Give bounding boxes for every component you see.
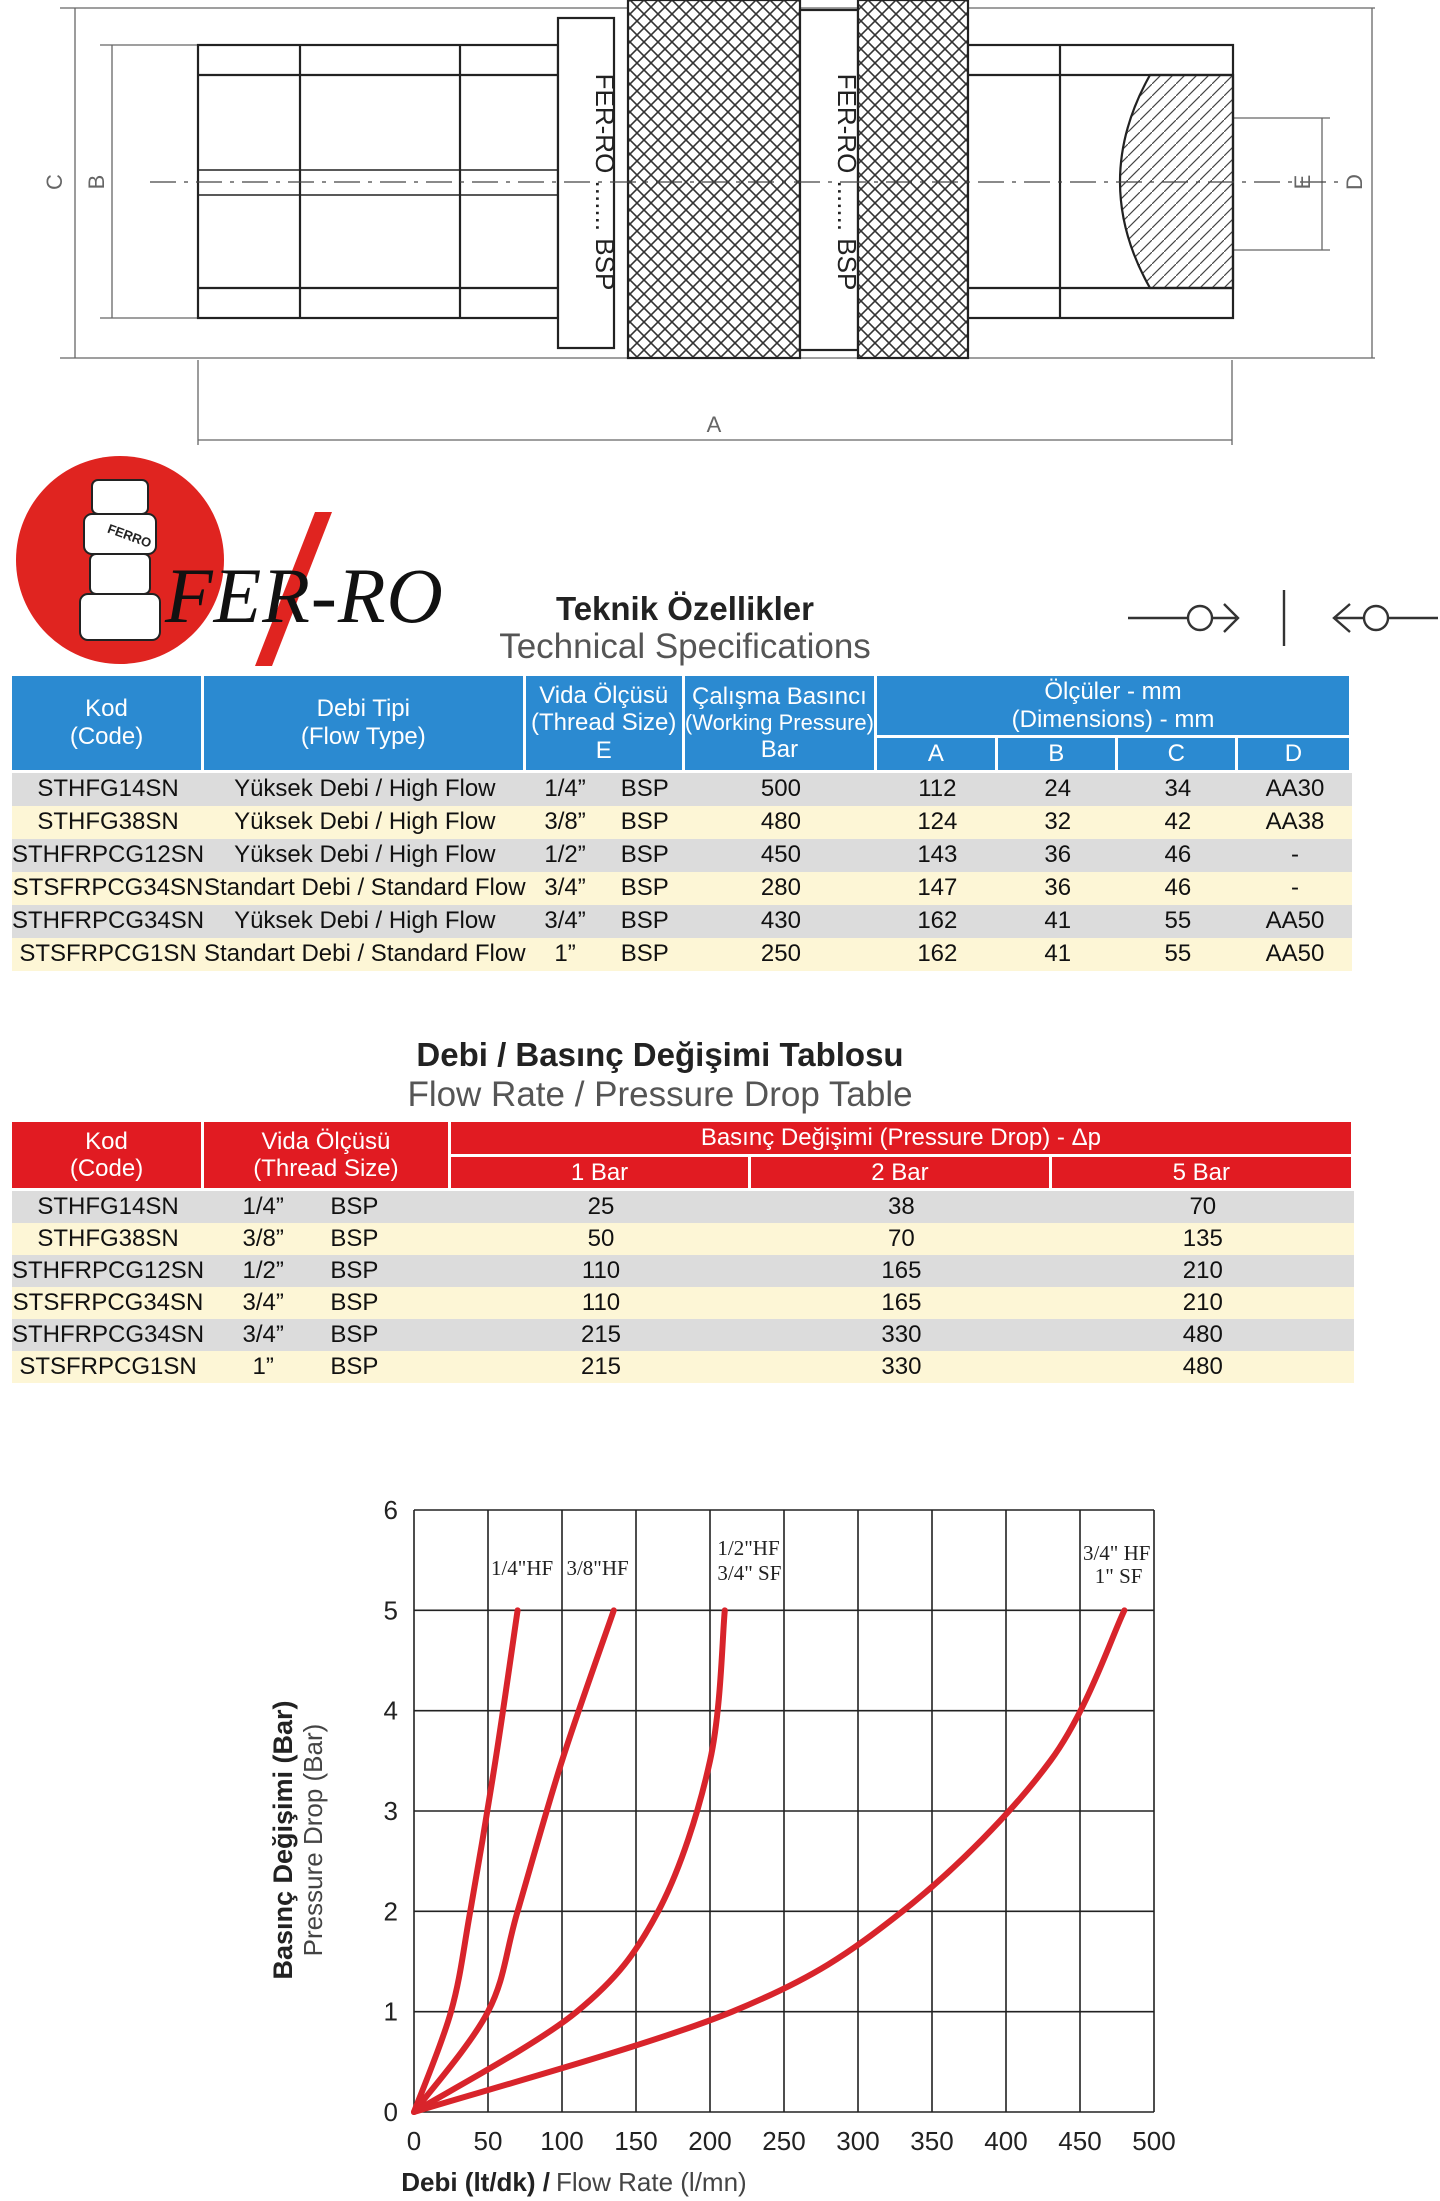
size-cell: 3/4” [526, 872, 605, 905]
bsp-cell: BSP [605, 905, 685, 938]
series-annotation: 3/4" SF [717, 1561, 782, 1586]
size-cell: 1/2” [526, 839, 605, 872]
flow-header-thread: Vida Ölçüsü (Thread Size) [204, 1122, 451, 1191]
a-cell: 147 [877, 872, 998, 905]
y-tick-label: 5 [383, 1595, 398, 1626]
pressure-cell: 450 [685, 839, 877, 872]
x-tick-label: 0 [406, 2126, 422, 2156]
flow-header-code: Kod (Code) [12, 1122, 204, 1191]
flow-header-2bar: 2 Bar [751, 1157, 1051, 1192]
bar2-cell: 70 [751, 1223, 1051, 1255]
pressure-cell: 430 [685, 905, 877, 938]
size-cell: 3/4” [526, 905, 605, 938]
series-annotation: 3/4" HF [1082, 1541, 1151, 1566]
pressure-cell: 250 [685, 938, 877, 971]
code-cell: STSFRPCG1SN [12, 938, 204, 971]
logo-badge: FERRO [105, 520, 154, 551]
bsp-cell: BSP [605, 938, 685, 971]
table-row [12, 872, 1352, 905]
table-row [12, 839, 1352, 872]
flow-title-tr: Debi / Basınç Değişimi Tablosu [416, 1036, 904, 1073]
code-cell: STHFG14SN [12, 773, 204, 806]
pressure-cell: 500 [685, 773, 877, 806]
bsp-cell: BSP [322, 1319, 450, 1351]
d-cell: - [1238, 839, 1352, 872]
flow-cell: Yüksek Debi / High Flow [204, 839, 526, 872]
bsp-cell: BSP [322, 1287, 450, 1319]
bar5-cell: 480 [1052, 1319, 1354, 1351]
x-tick-label: 250 [762, 2126, 806, 2156]
dim-b-label: B [84, 174, 109, 190]
dim-c-label: C [42, 174, 67, 190]
flow-title-en: Flow Rate / Pressure Drop Table [407, 1075, 913, 1114]
x-tick-label: 400 [984, 2126, 1028, 2156]
b-cell: 32 [998, 806, 1118, 839]
bsp-cell: BSP [605, 839, 685, 872]
b-cell: 41 [998, 938, 1118, 971]
spec-header-flow: Debi Tipi (Flow Type) [204, 676, 526, 773]
bar5-cell: 210 [1052, 1287, 1354, 1319]
table-row [12, 1319, 1354, 1351]
bar2-cell: 330 [751, 1351, 1051, 1383]
bar1-cell: 110 [451, 1287, 751, 1319]
dim-d-label: D [1342, 174, 1367, 190]
code-cell: STHFRPCG34SN [12, 1319, 204, 1351]
a-cell: 112 [877, 773, 998, 806]
spec-header-a: A [877, 738, 998, 773]
b-cell: 36 [998, 839, 1118, 872]
size-cell: 3/4” [204, 1319, 322, 1351]
chart-annotations [491, 1536, 1151, 1588]
b-cell: 36 [998, 872, 1118, 905]
bar5-cell: 70 [1052, 1191, 1354, 1223]
spec-table [12, 676, 1352, 971]
y-tick-label: 2 [383, 1896, 398, 1927]
spec-header-c: C [1118, 738, 1238, 773]
d-cell: - [1238, 872, 1352, 905]
series-line-0 [414, 1610, 518, 2112]
size-cell: 3/4” [204, 1287, 322, 1319]
chart-series [414, 1610, 1124, 2112]
c-cell: 42 [1118, 806, 1238, 839]
bar1-cell: 110 [451, 1255, 751, 1287]
bsp-cell: BSP [322, 1255, 450, 1287]
code-cell: STHFG38SN [12, 1223, 204, 1255]
code-cell: STHFG38SN [12, 806, 204, 839]
flow-header-5bar: 5 Bar [1052, 1157, 1354, 1192]
stamp-right: FER-RO ....... BSP [832, 73, 862, 291]
flow-cell: Yüksek Debi / High Flow [204, 806, 526, 839]
code-cell: STSFRPCG34SN [12, 872, 204, 905]
flow-header-1bar: 1 Bar [451, 1157, 751, 1192]
dim-e-label: E [1290, 174, 1315, 190]
flow-cell: Standart Debi / Standard Flow [204, 938, 526, 971]
x-tick-label: 500 [1132, 2126, 1176, 2156]
table-row [12, 905, 1352, 938]
table-row [12, 1223, 1354, 1255]
size-cell: 3/8” [526, 806, 605, 839]
series-line-3 [414, 1610, 1124, 2112]
spec-header-dims: Ölçüler - mm (Dimensions) - mm [877, 676, 1352, 738]
table-row [12, 1255, 1354, 1287]
bar1-cell: 25 [451, 1191, 751, 1223]
c-cell: 46 [1118, 839, 1238, 872]
bar2-cell: 38 [751, 1191, 1051, 1223]
size-cell: 1/2” [204, 1255, 322, 1287]
code-cell: STHFRPCG12SN [12, 1255, 204, 1287]
y-tick-label: 4 [383, 1695, 398, 1726]
y-tick-label: 3 [383, 1796, 398, 1826]
x-axis-label-tr: Debi (lt/dk) / [401, 2167, 550, 2197]
spec-header-thread: Vida Ölçüsü (Thread Size) E [526, 676, 685, 773]
spec-title-en: Technical Specifications [499, 627, 871, 666]
pressure-drop-chart [250, 1480, 1210, 2201]
flow-cell: Standart Debi / Standard Flow [204, 872, 526, 905]
spec-header-b: B [998, 738, 1118, 773]
size-cell: 1/4” [526, 773, 605, 806]
x-tick-label: 50 [473, 2126, 503, 2156]
c-cell: 55 [1118, 938, 1238, 971]
a-cell: 162 [877, 905, 998, 938]
spec-header-d: D [1238, 738, 1352, 773]
dim-a-label: A [706, 412, 722, 437]
b-cell: 41 [998, 905, 1118, 938]
a-cell: 162 [877, 938, 998, 971]
x-tick-label: 200 [688, 2126, 732, 2156]
flow-cell: Yüksek Debi / High Flow [204, 773, 526, 806]
coupling-symbol [1128, 588, 1438, 648]
x-axis-label-en: Flow Rate (l/mn) [556, 2167, 747, 2197]
a-cell: 124 [877, 806, 998, 839]
code-cell: STHFRPCG34SN [12, 905, 204, 938]
y-axis-label-en: Pressure Drop (Bar) [298, 1723, 328, 1957]
y-tick-label: 1 [383, 1996, 398, 2027]
flow-header-drop: Basınç Değişimi (Pressure Drop) - Δp [451, 1122, 1354, 1157]
x-tick-label: 100 [540, 2126, 584, 2156]
bsp-cell: BSP [322, 1351, 450, 1383]
pressure-cell: 280 [685, 872, 877, 905]
y-tick-label: 0 [383, 2097, 398, 2127]
c-cell: 46 [1118, 872, 1238, 905]
flow-table [12, 1122, 1354, 1383]
series-annotation: 1/2"HF [717, 1536, 780, 1561]
d-cell: AA38 [1238, 806, 1352, 839]
bsp-cell: BSP [605, 806, 685, 839]
series-annotation: 3/8"HF [566, 1556, 629, 1581]
table-row [12, 1351, 1354, 1383]
bsp-cell: BSP [605, 773, 685, 806]
coupling-drawing [0, 0, 1440, 450]
chart-grid [414, 1510, 1154, 2112]
bar2-cell: 165 [751, 1255, 1051, 1287]
spec-title-tr: Teknik Özellikler [555, 590, 814, 627]
bsp-cell: BSP [605, 872, 685, 905]
y-tick-label: 6 [383, 1495, 398, 1525]
flow-cell: Yüksek Debi / High Flow [204, 905, 526, 938]
bar5-cell: 480 [1052, 1351, 1354, 1383]
x-tick-label: 300 [836, 2126, 880, 2156]
b-cell: 24 [998, 773, 1118, 806]
bar2-cell: 165 [751, 1287, 1051, 1319]
table-row [12, 1191, 1354, 1223]
size-cell: 1/4” [204, 1191, 322, 1223]
bar2-cell: 330 [751, 1319, 1051, 1351]
table-row [12, 806, 1352, 839]
table-row [12, 938, 1352, 971]
bar5-cell: 210 [1052, 1255, 1354, 1287]
stamp-left: FER-RO ....... BSP [590, 73, 620, 291]
d-cell: AA50 [1238, 938, 1352, 971]
series-annotation: 1/4"HF [490, 1556, 554, 1581]
c-cell: 55 [1118, 905, 1238, 938]
x-tick-label: 350 [910, 2126, 954, 2156]
size-cell: 1” [204, 1351, 322, 1383]
series-line-2 [414, 1610, 725, 2112]
bar5-cell: 135 [1052, 1223, 1354, 1255]
bar1-cell: 50 [451, 1223, 751, 1255]
spec-header-pressure: Çalışma Basıncı (Working Pressure) Bar [685, 676, 877, 773]
code-cell: STHFG14SN [12, 1191, 204, 1223]
x-tick-label: 150 [614, 2126, 658, 2156]
chart-ticks [384, 1495, 1176, 2156]
table-row [12, 773, 1352, 806]
bar1-cell: 215 [451, 1351, 751, 1383]
code-cell: STSFRPCG1SN [12, 1351, 204, 1383]
code-cell: STSFRPCG34SN [12, 1287, 204, 1319]
bar1-cell: 215 [451, 1319, 751, 1351]
y-axis-label-tr: Basınç Değişimi (Bar) [268, 1700, 298, 1980]
table-row [12, 1287, 1354, 1319]
d-cell: AA30 [1238, 773, 1352, 806]
series-annotation: 1" SF [1094, 1564, 1143, 1589]
code-cell: STHFRPCG12SN [12, 839, 204, 872]
size-cell: 1” [526, 938, 605, 971]
spec-header-code: Kod (Code) [12, 676, 204, 773]
a-cell: 143 [877, 839, 998, 872]
bsp-cell: BSP [322, 1191, 450, 1223]
d-cell: AA50 [1238, 905, 1352, 938]
bsp-cell: BSP [322, 1223, 450, 1255]
c-cell: 34 [1118, 773, 1238, 806]
x-tick-label: 450 [1058, 2126, 1102, 2156]
ferro-logo [10, 450, 450, 670]
logo-brand: FER-RO [165, 552, 444, 639]
size-cell: 3/8” [204, 1223, 322, 1255]
pressure-cell: 480 [685, 806, 877, 839]
